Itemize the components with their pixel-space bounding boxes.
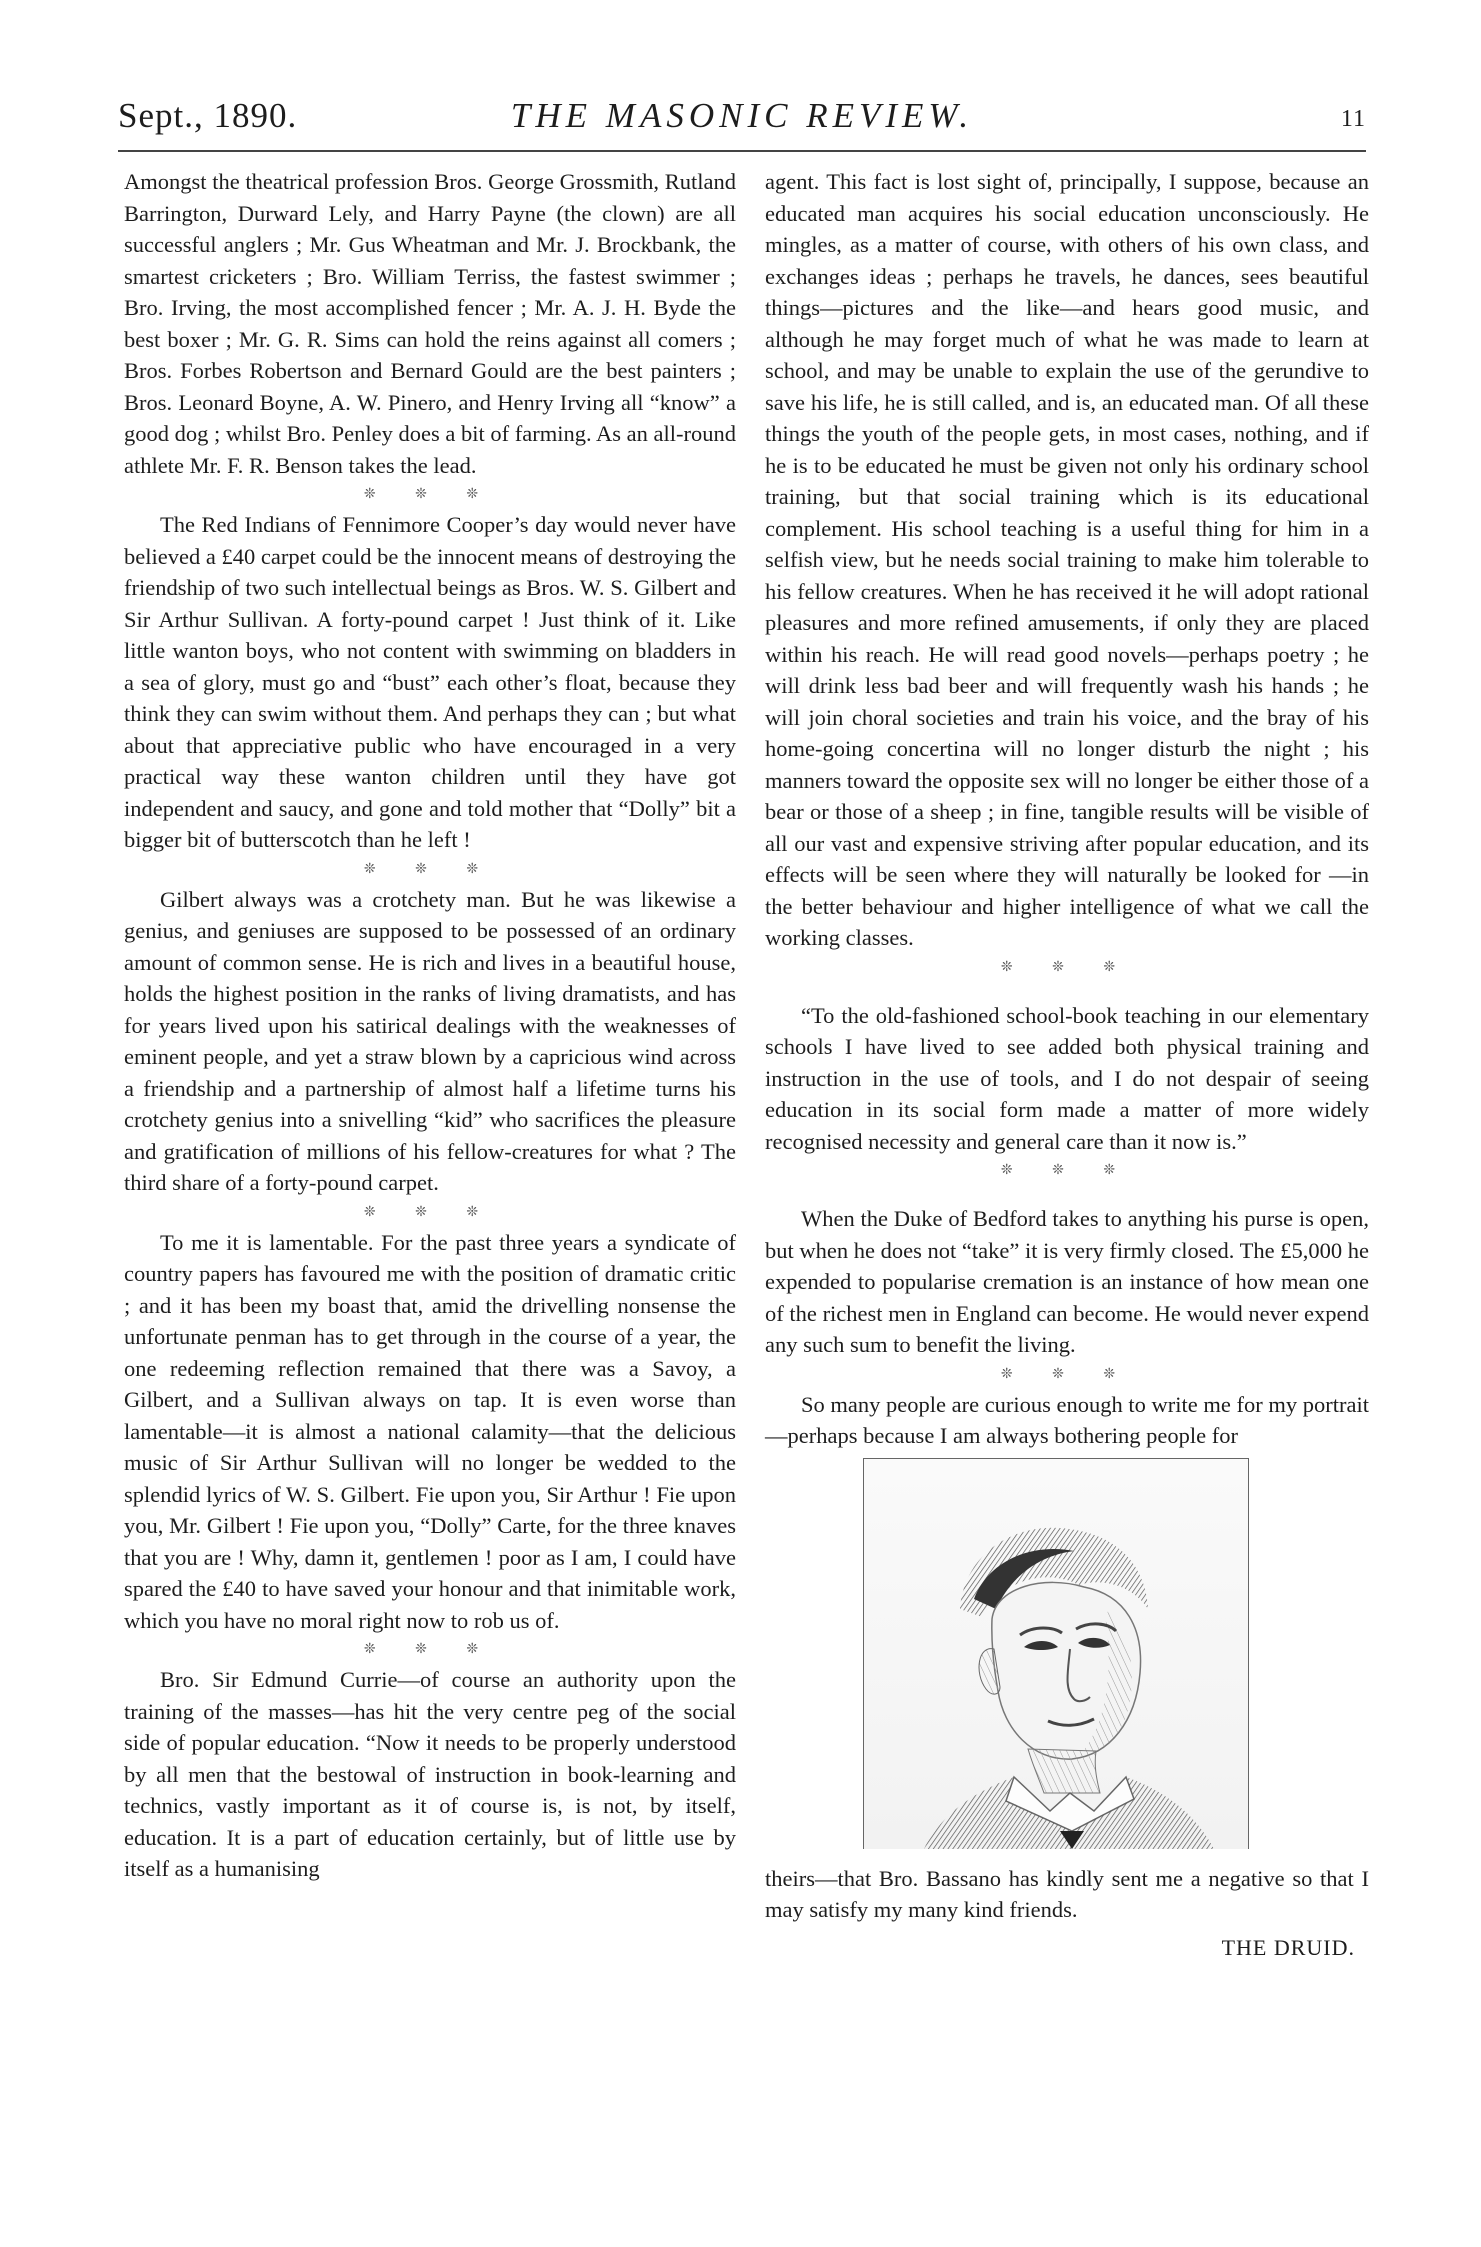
paragraph-portrait-intro: So many people are curious enough to write me for my portrait—perhaps because I am always bothering people for: [765, 1391, 1369, 1448]
section-separator: ❊ ❊ ❊: [1000, 1163, 1134, 1178]
section-separator: ❊ ❊ ❊: [363, 861, 497, 877]
section-separator: ❊ ❊ ❊: [1000, 1366, 1134, 1382]
signature: THE DRUID.: [1221, 1934, 1355, 1960]
paragraph-social-education: agent. This fact is lost sight of, principally, I suppose, because an educated man acquires his social education unconsciously. He mingles, as a matter of course, with others of his own class, and exchanges ideas ; perhaps he travels, he dances, sees beautiful things—pictures and the like—and hears good music, and although he may forget much of what he was made to learn at school, and may be unable to explain the use of the gerundive to save his life, he is still called, and is, an educated man. Of all these things the youth of the people gets, in most cases, nothing, and if he is to be educated he must be given not only his ordinary school training, but that social training which is its educational complement. His school teaching is a useful thing for him in a selfish view, but he needs social training to make him tolerable to his fellow creatures. When he has received it he will adopt rational pleasures and more refined amusements, if only they are placed within his reach. He will read good novels—perhaps poetry ; he will drink less bad beer and will frequently wash his hands ; he will join choral societies and train his voice, and the bray of his home-going concertina will no longer disturb the night ; his manners toward the opposite sex will no longer be either those of a bear or those of a sheep ; in fine, tangible results will be visible of all our vast and expensive striving after popular education, and its effects will be seen where they will naturally be looked for —in the better behaviour and higher intelligence of what we call the working classes.: [765, 169, 1369, 950]
paragraph-quote-school-teaching: “To the old-fashioned school-book teaching in our elementary schools I have lived to see added both physical training and instruction in the use of tools, and I do not despair of seeing education in its social form made a matter of more widely recognised necessity and general care than it now is.”: [765, 1002, 1369, 1154]
section-separator: ❊ ❊ ❊: [363, 1642, 497, 1657]
section-separator: ❊ ❊ ❊: [363, 1204, 497, 1220]
section-separator: ❊ ❊ ❊: [363, 487, 497, 502]
right-column: [765, 166, 1369, 1963]
paragraph-gilbert-crotchety: Gilbert always was a crotchety man. But he was likewise a genius, and geniuses are supposed to be possessed of an ordinary amount of common sense. He is rich and lives in a beautiful house, holds the highest position in the ranks of living dramatists, and has for years lived upon his satirical dealings with the weaknesses of eminent people, and yet a straw blown by a capricious wind across a friendship and a partnership of almost half a lifetime turns his crotchety genius into a snivelling “kid” who sacrifices the pleasure and gratification of millions of his fellow-creatures for what ? The third share of a forty-pound carpet.: [124, 886, 736, 1195]
paragraph-edmund-currie: Bro. Sir Edmund Currie—of course an authority upon the training of the masses—has hit the very centre peg of the social side of popular education. “Now it needs to be properly understood by all men that the bestowal of instruction in book-learning and technics, vastly important as it of course is, is not, by itself, education. It is a part of education certainly, but of little use by itself as a humanising: [124, 1667, 736, 1881]
section-separator: ❊ ❊ ❊: [1000, 959, 1134, 975]
publication-title: THE MASONIC REVIEW.: [510, 96, 974, 135]
portrait-illustration: [864, 1459, 1248, 1849]
page-number: 11: [1340, 106, 1366, 132]
paragraph-lamentable: To me it is lamentable. For the past three years a syndicate of country papers has favoured me with the position of dramatic critic ; and it has been my boast that, amid the drivelling nonsense the unfortunate penman has to get through in the course of a year, the one redeeming reflection remained that there was a Savoy, a Gilbert, and a Sullivan always on tap. It is even worse than lamentable—it is almost a national calamity—that the delicious music of Sir Arthur Sullivan will no longer be wedded to the splendid lyrics of W. S. Gilbert. Fie upon you, Sir Arthur ! Fie upon you, Mr. Gilbert ! Fie upon you, “Dolly” Carte, for the three knaves that you are ! Why, damn it, gentlemen ! poor as I am, I could have spared the £40 to have saved your honour and that inimitable work, which you have no moral right now to rob us of.: [124, 1229, 736, 1633]
header-rule: [118, 150, 1366, 152]
paragraph-theatrical-sportsmen: Amongst the theatrical profession Bros. George Grossmith, Rutland Barrington, Durward Lely, and Harry Payne (the clown) are all successful anglers ; Mr. Gus Wheatman and Mr. J. Brockbank, the smartest cricketers ; Bro. William Terriss, the fastest swimmer ; Bro. Irving, the most accomplished fencer ; Mr. A. J. H. Byde the best boxer ; Mr. G. R. Sims can hold the reins against all comers ; Bros. Forbes Robertson and Bernard Gould are the best painters ; Bros. Leonard Boyne, A. W. Pinero, and Henry Irving all “know” a good dog ; whilst Bro. Penley does a bit of farming. As an all-round athlete Mr. F. R. Benson takes the lead.: [124, 169, 736, 478]
paragraph-forty-pound-carpet: The Red Indians of Fennimore Cooper’s day would never have believed a £40 carpet could be the innocent means of destroying the friendship of two such intellectual beings as Bros. W. S. Gilbert and Sir Arthur Sullivan. A forty-pound carpet ! Just think of it. Like little wanton boys, who not content with swimming on bladders in a sea of glory, must go and “bust” each other’s float, because they think they can swim without them. And perhaps they can ; but what about that appreciative public who have encouraged in a very practical way these wanton children until they have got independent and saucy, and gone and told mother that “Dolly” bit a bigger bit of butterscotch than he left !: [124, 512, 736, 852]
left-column: [124, 166, 736, 1885]
page-header: [118, 96, 1366, 148]
paragraph-duke-of-bedford: When the Duke of Bedford takes to anything his purse is open, but when he does not “take” it is very firmly closed. The £5,000 he expended to popularise cremation is an instance of how mean one of the richest men in England can become. He would never expend any such sum to benefit the living.: [765, 1206, 1369, 1357]
portrait-engraving: [863, 1458, 1249, 1849]
neck-shape: [1028, 1749, 1100, 1793]
paragraph-portrait-thanks: theirs—that Bro. Bassano has kindly sent me a negative so that I may satisfy my many kind friends.: [765, 1865, 1369, 1922]
issue-date: Sept., 1890.: [118, 96, 298, 135]
